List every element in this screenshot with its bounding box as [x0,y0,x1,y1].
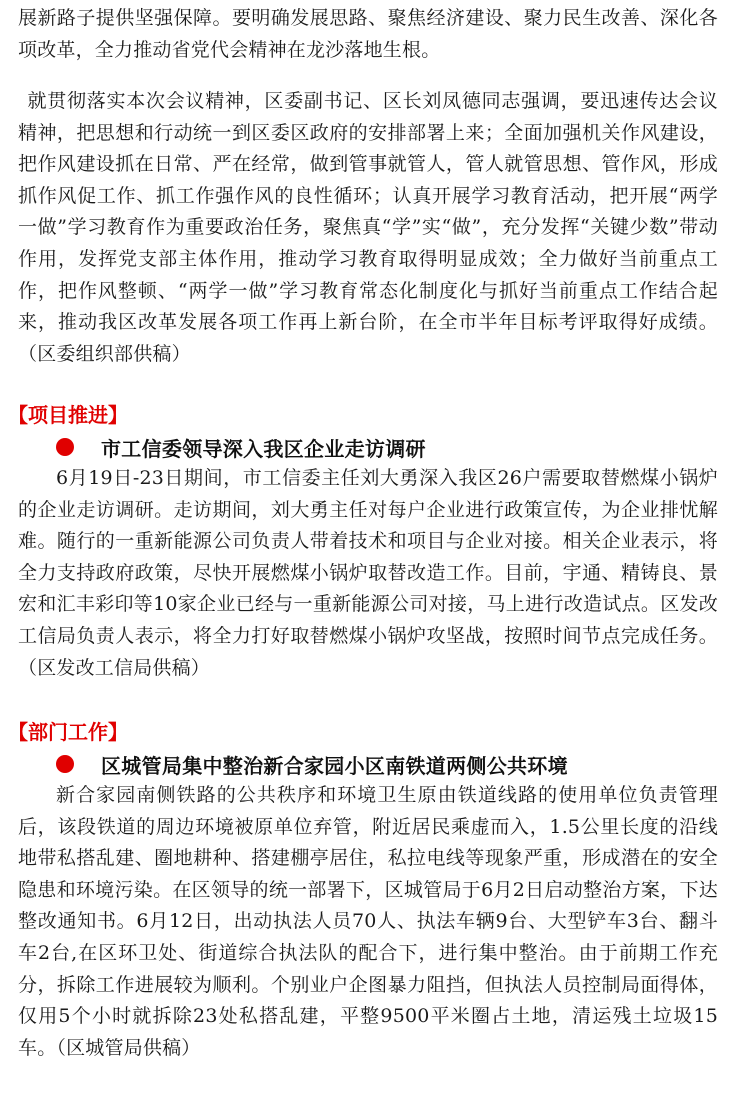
section-header-department-work: 【部门工作】 [8,720,128,744]
intro-paragraph-2 [18,86,718,370]
section-project-progress [8,398,718,684]
article-body-1: 6月19日-23日期间，市工信委主任刘大勇深入我区26户需要取替燃煤小锅炉的企业走访调研。走访期间，刘大勇主任对每户企业进行政策宣传，为企业排忧解难。随行的一重新能源公司负责人带着技术和项目与企业对接。相关企业表示，将全力支持政府政策，尽快开展燃煤小锅炉取替改造工作。目前，宇通、精铸良、景宏和汇丰彩印等10家企业已经与一重新能源公司对接，马上进行改造试点。区发改工信局负责人表示，将全力打好取替燃煤小锅炉攻坚战，按照时间节点完成任务。（区发改工信局供稿） [18,467,718,679]
red-bullet-icon [56,438,74,456]
article-headline-2 [56,748,718,780]
intro-paragraph-1-text: 展新路子提供坚强保障。要明确发展思路、聚焦经济建设、聚力民生改善、深化各项改革，全力推动省党代会精神在龙沙落地生根。 [18,7,718,61]
intro-paragraph-1 [18,3,718,66]
article-body-2: 新合家园南侧铁路的公共秩序和环境卫生原由铁道线路的使用单位负责管理后，该段铁道的周边环境被原单位弃管，附近居民乘虚而入，1.5公里长度的沿线地带私搭乱建、圈地耕种、搭建棚亭居住，私拉电线等现象严重，形成潜在的安全隐患和环境污染。在区领导的统一部署下，区城管局于6月2日启动整治方案，下达整改通知书。6月12日，出动执法人员70人、执法车辆9台、大型铲车3台、翻斗车2台,在区环卫处、街道综合执法队的配合下，进行集中整治。由于前期工作充分，拆除工作进展较为顺利。个别业户企图暴力阻挡，但执法人员控制局面得体，仅用5个小时就拆除23处私搭乱建，平整9500平米圈占土地，清运残土垃圾15车。（区城管局供稿） [18,784,718,1059]
article-headline-1-text: 市工信委领导深入我区企业走访调研 [101,436,426,461]
intro-paragraph-2-text: 就贯彻落实本次会议精神，区委副书记、区长刘凤德同志强调，要迅速传达会议精神，把思想和行动统一到区委区政府的安排部署上来；全面加强机关作风建设，把作风建设抓在日常、严在经常，做到管事就管人，管人就管思想、管作风，形成抓作风促工作、抓工作强作风的良性循环；认真开展学习教育活动，把开展“两学一做”学习教育作为重要政治任务，聚焦真“学”实“做”，充分发挥“关键少数”带动作用，发挥党支部主体作用，推动学习教育取得明显成效；全力做好当前重点工作，把作风整顿、“两学一做”学习教育常态化制度化与抓好当前重点工作结合起来，推动我区改革发展各项工作再上新台阶，在全市半年目标考评取得好成绩。（区委组织部供稿） [18,90,718,365]
section-department-work [8,715,718,1064]
article-headline-1 [56,431,718,463]
red-bullet-icon [56,755,74,773]
article-headline-2-text: 区城管局集中整治新合家园小区南铁道两侧公共环境 [101,753,568,778]
section-header-project-progress: 【项目推进】 [8,403,128,427]
